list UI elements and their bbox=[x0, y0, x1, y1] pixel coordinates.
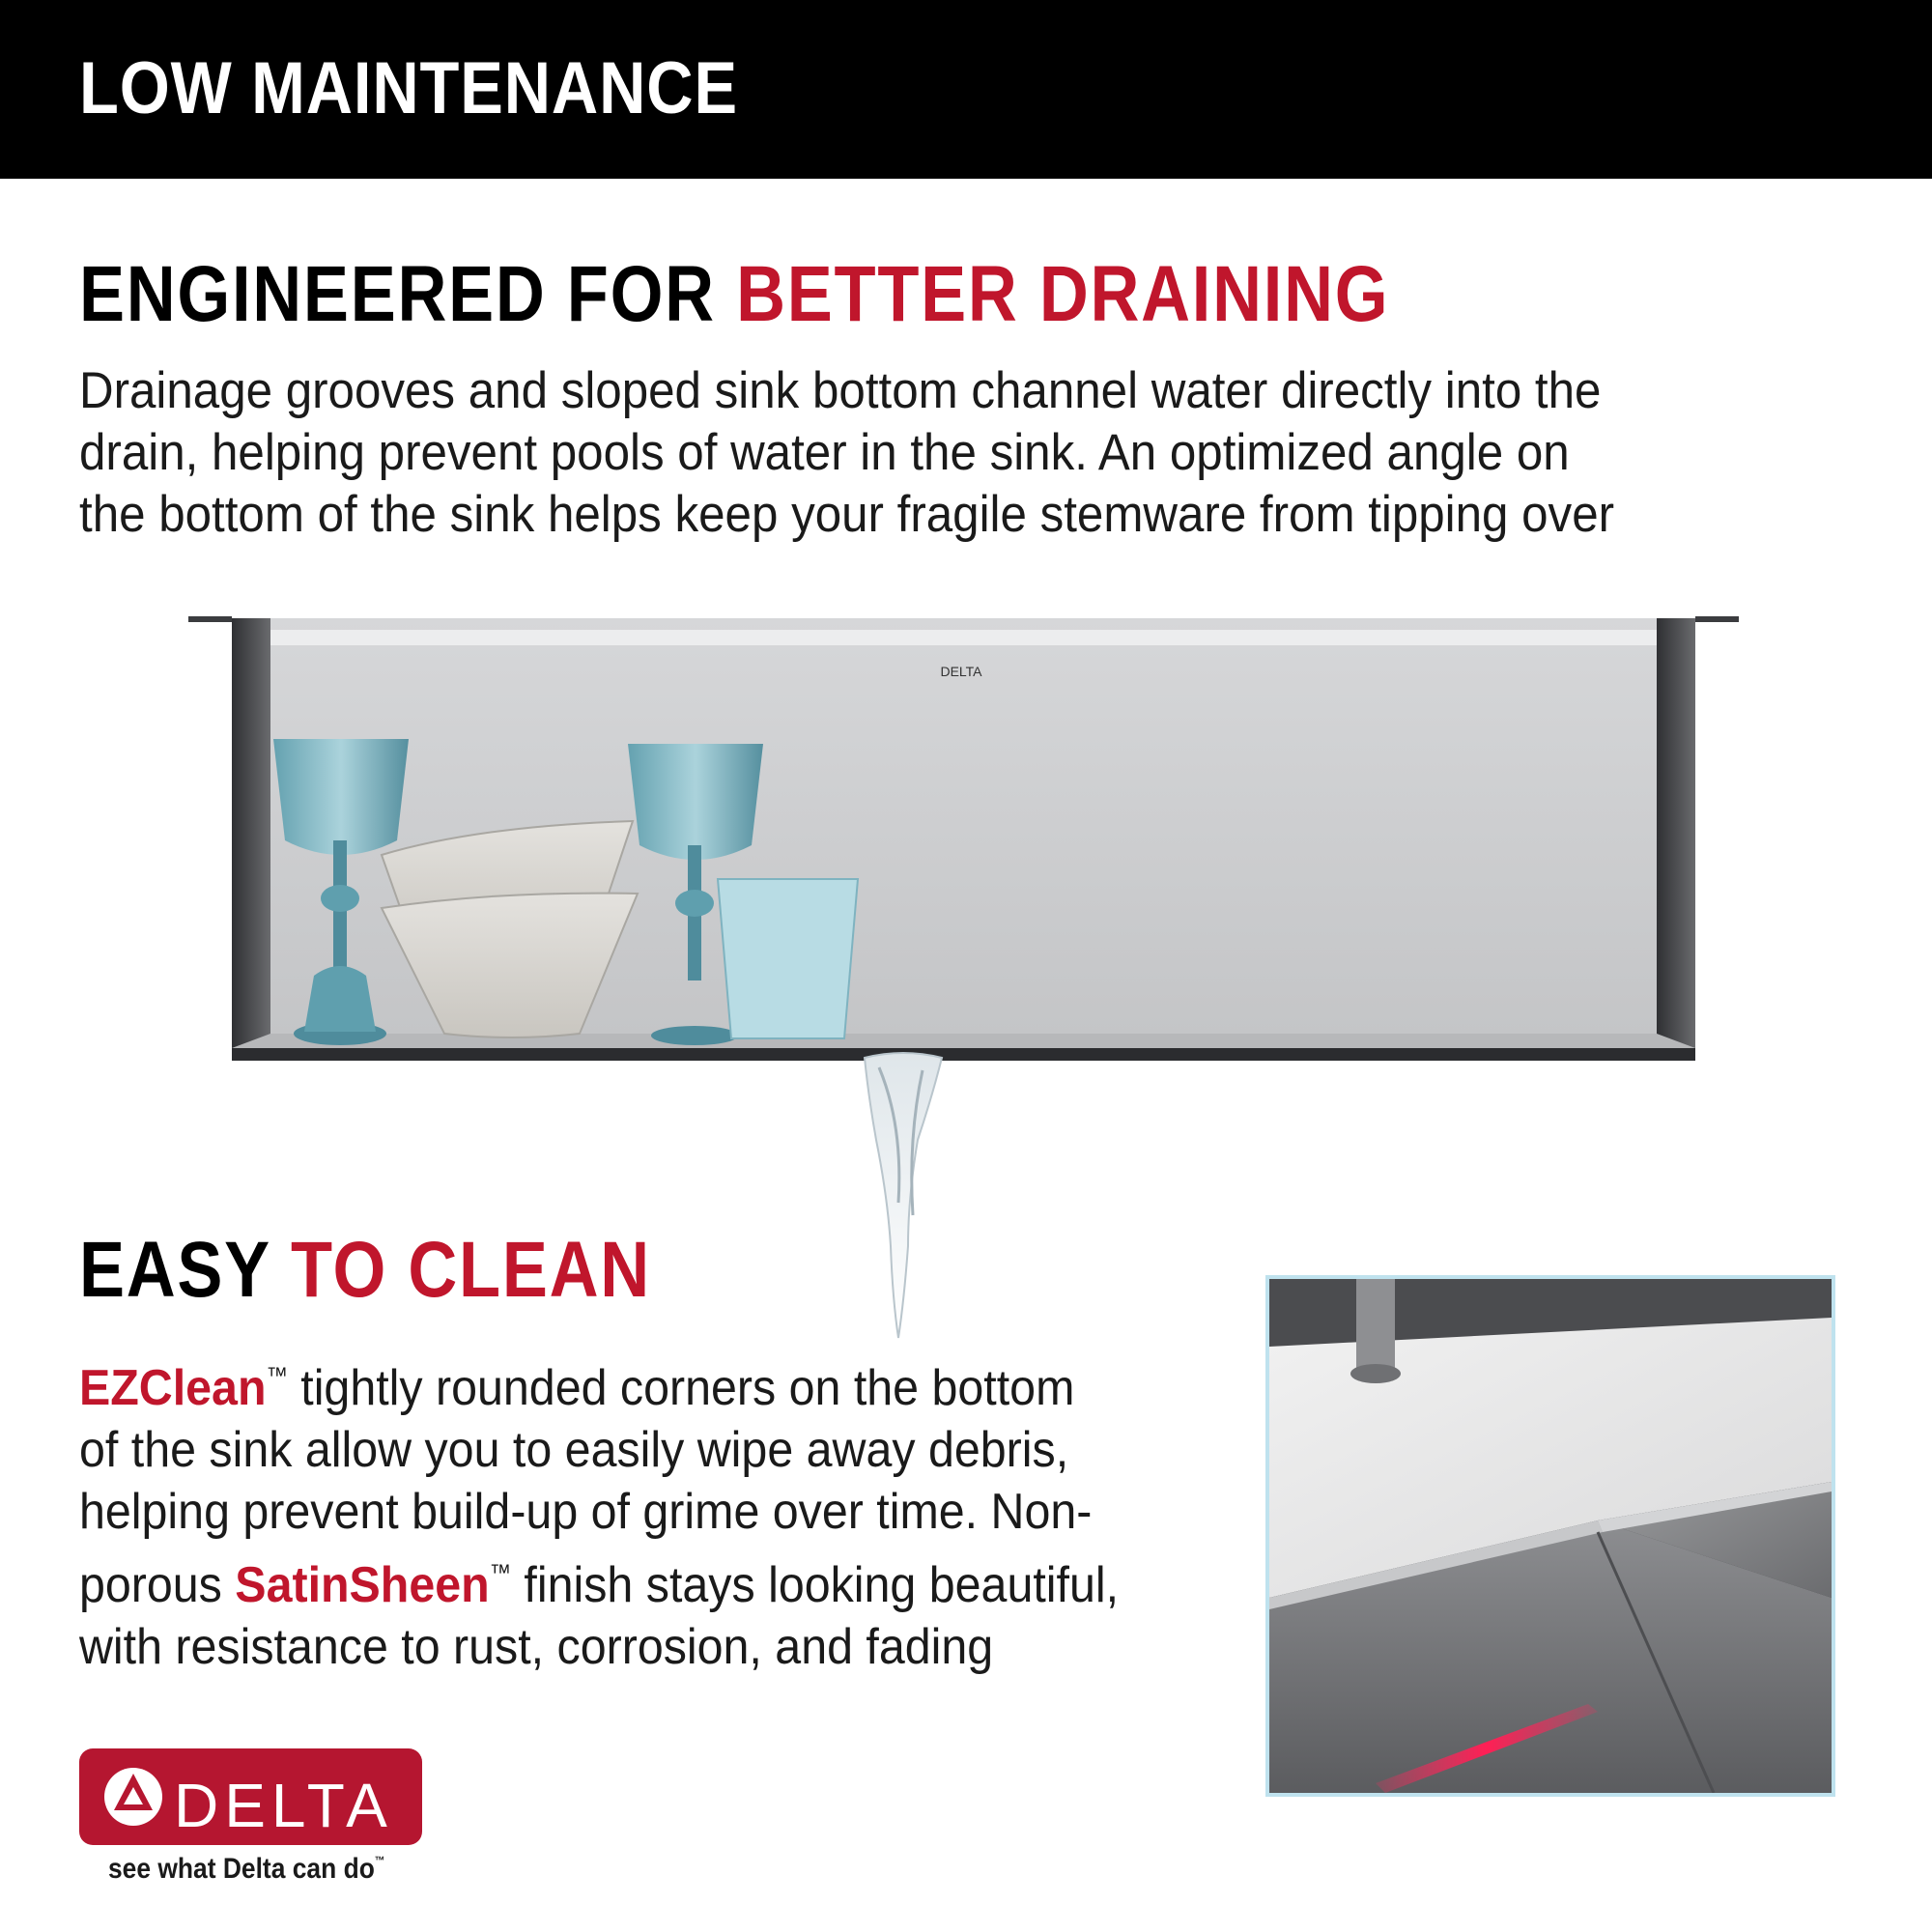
sink-corner-photo bbox=[1265, 1275, 1835, 1797]
tagline-mark: ™ bbox=[374, 1854, 385, 1867]
clean-line bbox=[79, 1346, 1119, 1419]
clean-line bbox=[79, 1543, 1119, 1616]
logo-tagline bbox=[108, 1853, 384, 1886]
clean-line: of the sink allow you to easily wipe away debris, bbox=[79, 1422, 1069, 1478]
sink-corner-image bbox=[1269, 1279, 1832, 1793]
clean-text: finish stays looking beautiful, bbox=[510, 1557, 1120, 1613]
satinsheen-name: SatinSheen bbox=[235, 1557, 490, 1613]
header-bar bbox=[0, 0, 1932, 179]
clean-description bbox=[79, 1346, 1119, 1678]
clean-line: helping prevent build-up of grime over time. Non- bbox=[79, 1484, 1093, 1540]
page-title: LOW MAINTENANCE bbox=[79, 47, 738, 129]
heading-plain: ENGINEERED FOR bbox=[79, 250, 737, 338]
draining-description bbox=[79, 360, 1614, 546]
sink-brand-label: DELTA bbox=[940, 664, 982, 679]
ezclean-name: EZClean bbox=[79, 1360, 267, 1416]
delta-logo-word: DELTA bbox=[174, 1771, 393, 1840]
draining-line: the bottom of the sink helps keep your fragile stemware from tipping over bbox=[79, 486, 1615, 543]
heading-better-draining bbox=[79, 249, 1389, 340]
tagline-text: see what Delta can do bbox=[108, 1853, 375, 1885]
heading-easy-to-clean bbox=[79, 1225, 651, 1316]
clean-text: tightly rounded corners on the bottom bbox=[287, 1360, 1075, 1416]
draining-line: Drainage grooves and sloped sink bottom channel water directly into the bbox=[79, 362, 1602, 419]
draining-line: drain, helping prevent pools of water in the sink. An optimized angle on bbox=[79, 424, 1570, 481]
trademark-mark: ™ bbox=[266, 1363, 288, 1389]
trademark-mark: ™ bbox=[489, 1560, 511, 1586]
heading-accent: TO CLEAN bbox=[290, 1226, 651, 1314]
heading-accent: BETTER DRAINING bbox=[736, 250, 1390, 338]
heading-plain: EASY bbox=[79, 1226, 291, 1314]
clean-line: with resistance to rust, corrosion, and fading bbox=[79, 1619, 994, 1675]
clean-text: porous bbox=[79, 1557, 236, 1613]
